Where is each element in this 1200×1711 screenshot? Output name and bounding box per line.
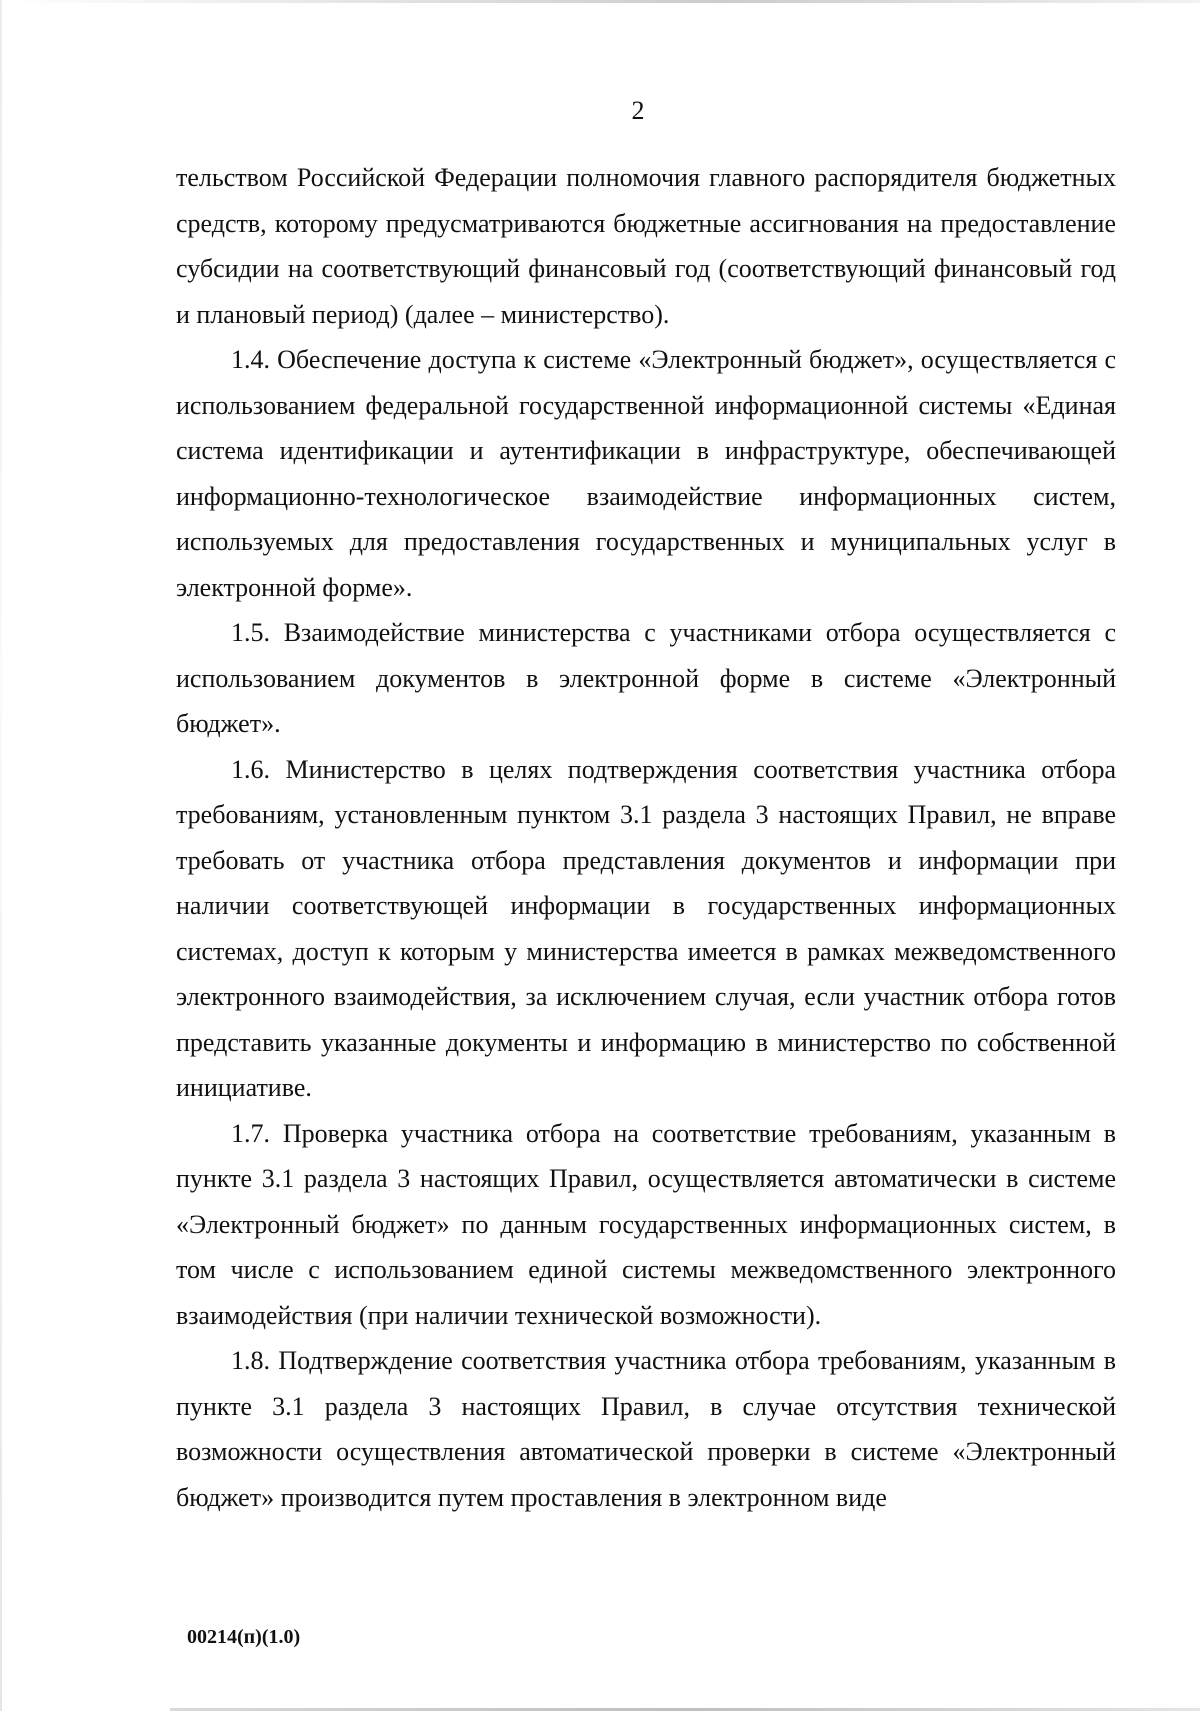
paragraph-1-6: 1.6. Министерство в целях подтверждения соответствия участника отбора требованиям, установленным пунктом 3.1 раздела 3 настоящих Правил, не вправе требовать от участника отбора представления документов и информации при наличии соответствующей информации в государственных информационных системах, доступ к которым у министерства имеется в рамках межведомственного электронного взаимодействия, за исключением случая, если участник отбора готов представить указанные документы и информацию в министерство по собственной инициативе. <box>176 754 1116 1102</box>
paragraph-continuation: тельством Российской Федерации полномочия главного распорядителя бюджетных средств, которому предусматриваются бюджетные ассигнования на предоставление субсидии на соответствующий финансовый год (соответствующий финансовый год и плановый период) (далее – министерство). <box>176 163 1116 329</box>
scan-edge-left <box>0 0 2 1711</box>
paragraph-1-7: 1.7. Проверка участника отбора на соответствие требованиям, указанным в пункте 3.1 раздела 3 настоящих Правил, осуществляется автоматически в системе «Электронный бюджет» по данным государственных информационных систем, в том числе с использованием единой системы межведомственного электронного взаимодействия (при наличии технической возможности). <box>176 1118 1116 1330</box>
document-code: 00214(п)(1.0) <box>187 1626 301 1648</box>
document-body <box>176 155 1116 1520</box>
paragraph-1-8: 1.8. Подтверждение соответствия участника отбора требованиям, указанным в пункте 3.1 раздела 3 настоящих Правил, в случае отсутствия технической возможности осуществления автоматической проверки в системе «Электронный бюджет» производится путем проставления в электронном виде <box>176 1346 1116 1512</box>
scan-edge-top <box>0 0 1200 3</box>
paragraph-1-5: 1.5. Взаимодействие министерства с участниками отбора осуществляется с использованием документов в электронной форме в системе «Электронный бюджет». <box>176 618 1116 738</box>
paragraph-1-4: 1.4. Обеспечение доступа к системе «Электронный бюджет», осуществляется с использованием федеральной государственной информационной системы «Единая система идентификации и аутентификации в инфраструктуре, обеспечивающей информационно-технологическое взаимодействие информационных систем, используемых для предоставления государственных и муниципальных услуг в электронной форме». <box>176 345 1116 602</box>
page-number: 2 <box>631 96 645 125</box>
